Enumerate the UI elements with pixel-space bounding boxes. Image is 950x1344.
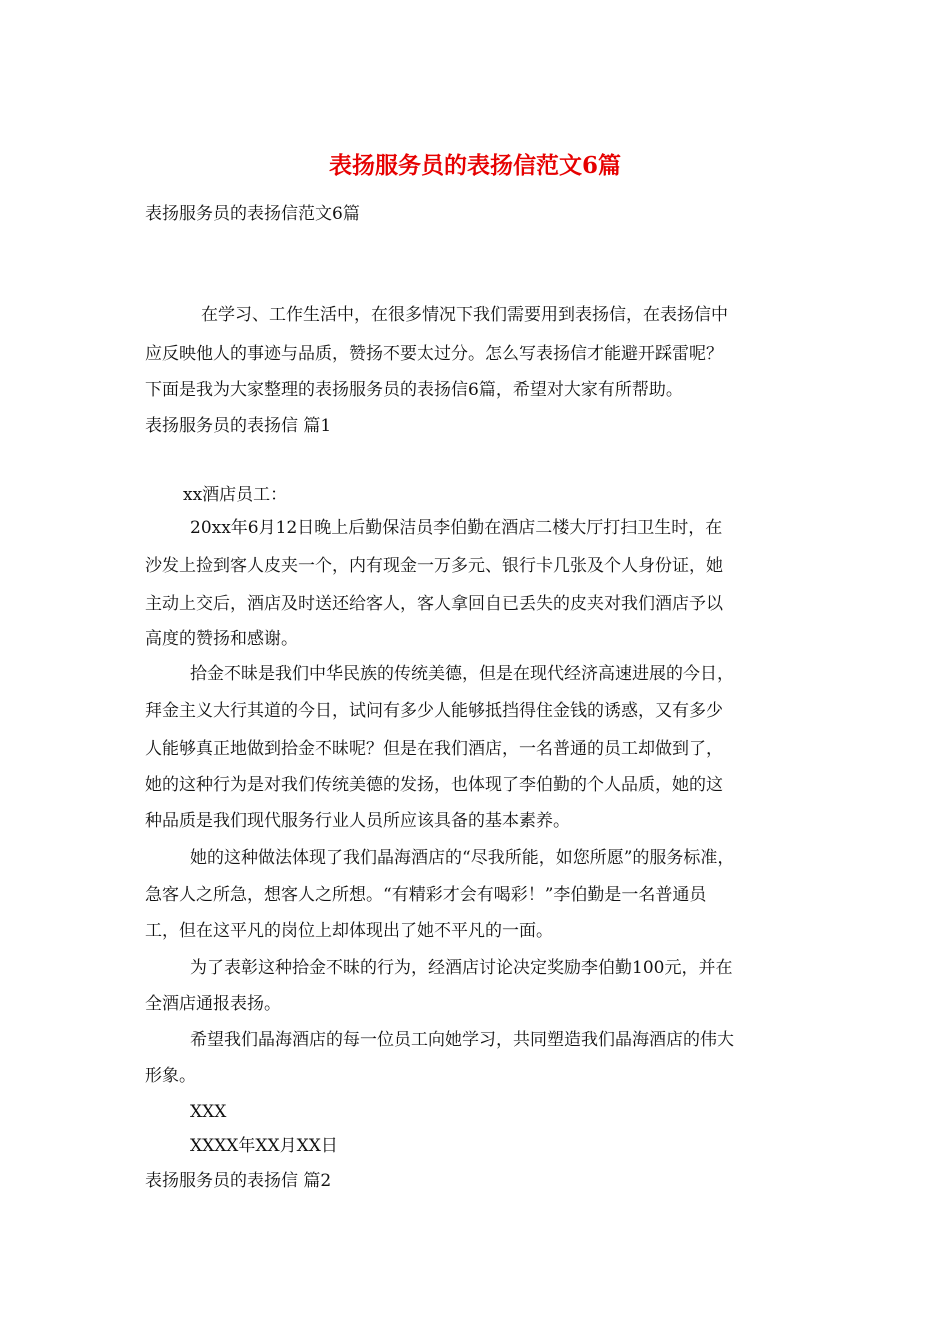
intro-line-2: 应反映他人的事迹与品质，赞扬不要太过分。怎么写表扬信才能避开踩雷呢？: [145, 344, 723, 364]
paragraph-1-line-3: 主动上交后，酒店及时送还给客人，客人拿回自已丢失的皮夹对我们酒店予以: [145, 594, 723, 614]
paragraph-1-line-1: 20xx年6月12日晚上后勤保洁员李伯勤在酒店二楼大厅打扫卫生时，在: [190, 518, 723, 538]
document-title: 表扬服务员的表扬信范文6篇: [328, 152, 621, 179]
paragraph-3-line-3: 工，但在这平凡的岗位上却体现出了她不平凡的一面。: [145, 921, 553, 941]
paragraph-3-line-2: 急客人之所急，想客人之所想。“有精彩才会有喝彩！”李伯勤是一名普通员: [145, 885, 707, 905]
section-heading-2: 表扬服务员的表扬信 篇2: [145, 1171, 332, 1191]
intro-line-3: 下面是我为大家整理的表扬服务员的表扬信6篇，希望对大家有所帮助。: [145, 380, 683, 400]
intro-line-1: 在学习、工作生活中，在很多情况下我们需要用到表扬信，在表扬信中: [201, 305, 728, 325]
letter-date: XXXX年XX月XX日: [190, 1136, 338, 1156]
paragraph-5-line-1: 希望我们晶海酒店的每一位员工向她学习，共同塑造我们晶海酒店的伟大: [190, 1030, 734, 1050]
section-heading-1: 表扬服务员的表扬信 篇1: [145, 416, 332, 436]
letter-salutation: xx酒店员工：: [183, 485, 288, 505]
paragraph-2-line-3: 人能够真正地做到拾金不昧呢？但是在我们酒店，一名普通的员工却做到了，: [145, 739, 723, 759]
paragraph-2-line-2: 拜金主义大行其道的今日，试问有多少人能够抵挡得住金钱的诱惑，又有多少: [145, 701, 723, 721]
paragraph-1-line-2: 沙发上捡到客人皮夹一个，内有现金一万多元、银行卡几张及个人身份证，她: [145, 556, 723, 576]
document-subtitle: 表扬服务员的表扬信范文6篇: [145, 204, 360, 224]
paragraph-2-line-5: 种品质是我们现代服务行业人员所应该具备的基本素养。: [145, 811, 570, 831]
paragraph-5-line-2: 形象。: [145, 1066, 196, 1086]
paragraph-3-line-1: 她的这种做法体现了我们晶海酒店的“尽我所能，如您所愿”的服务标准，: [190, 848, 735, 868]
paragraph-2-line-4: 她的这种行为是对我们传统美德的发扬，也体现了李伯勤的个人品质，她的这: [145, 775, 723, 795]
letter-signature: XXX: [190, 1102, 227, 1122]
paragraph-1-line-4: 高度的赞扬和感谢。: [145, 629, 298, 649]
paragraph-4-line-2: 全酒店通报表扬。: [145, 994, 281, 1014]
paragraph-4-line-1: 为了表彰这种拾金不昧的行为，经酒店讨论决定奖励李伯勤100元，并在: [190, 958, 733, 978]
paragraph-2-line-1: 拾金不昧是我们中华民族的传统美德，但是在现代经济高速进展的今日，: [190, 664, 734, 684]
